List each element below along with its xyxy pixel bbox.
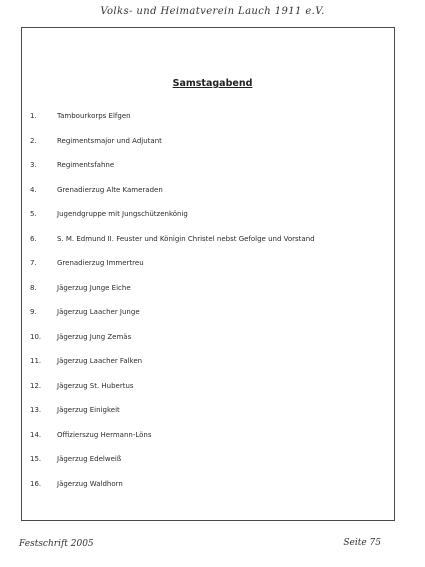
item-number: 10. <box>30 332 42 341</box>
list-item <box>30 325 390 350</box>
item-text: Regimentsmajor und Adjutant <box>57 136 162 145</box>
item-text: Grenadierzug Alte Kameraden <box>57 185 163 194</box>
item-text: Jägerzug Jung Zemäs <box>57 332 132 341</box>
list-item <box>30 423 390 448</box>
list-item <box>30 276 390 301</box>
item-text: Regimentsfahne <box>57 161 115 169</box>
list-item <box>30 227 390 252</box>
item-number: 8. <box>30 283 37 292</box>
item-number: 5. <box>30 210 37 218</box>
item-text: Jägerzug Einigkeit <box>57 406 120 414</box>
item-number: 16. <box>30 479 42 488</box>
item-text: Jägerzug Laacher Falken <box>57 357 143 365</box>
list-item <box>30 129 390 154</box>
footer-publication: Festschrift 2005 <box>19 539 94 549</box>
item-number: 15. <box>30 455 42 463</box>
page-header: Volks- und Heimatverein Lauch 1911 e.V. <box>100 6 325 17</box>
item-text: S. M. Edmund II. Feuster und Königin Christel nebst Gefolge und Vorstand <box>57 234 315 243</box>
list-item <box>30 104 390 129</box>
item-text: Jägerzug Edelweiß <box>57 455 122 463</box>
list-item <box>30 251 390 276</box>
item-text: Jägerzug Junge Eiche <box>57 283 131 292</box>
item-number: 7. <box>30 259 37 267</box>
item-text: Tambourkorps Elfgen <box>57 112 131 120</box>
list-item <box>30 153 390 178</box>
item-number: 9. <box>30 308 37 316</box>
item-number: 3. <box>30 161 37 169</box>
item-number: 14. <box>30 430 42 439</box>
item-number: 12. <box>30 381 42 390</box>
list-item <box>30 398 390 423</box>
footer-page-number: Seite 75 <box>343 538 381 548</box>
list-item <box>30 178 390 203</box>
item-number: 6. <box>30 234 37 243</box>
item-text: Jägerzug St. Hubertus <box>57 381 134 390</box>
list-item <box>30 374 390 399</box>
item-text: Grenadierzug Immertreu <box>57 259 144 267</box>
parade-order-list <box>30 104 390 496</box>
item-number: 4. <box>30 185 37 194</box>
item-number: 2. <box>30 136 37 145</box>
list-item <box>30 447 390 472</box>
item-number: 1. <box>30 112 37 120</box>
list-item <box>30 202 390 227</box>
item-text: Jägerzug Waldhorn <box>57 479 123 488</box>
section-title: Samstagabend <box>172 78 253 89</box>
item-number: 11. <box>30 357 42 365</box>
item-text: Jugendgruppe mit Jungschützenkönig <box>57 210 188 218</box>
item-text: Jägerzug Laacher Junge <box>57 308 140 316</box>
item-text: Offizierszug Hermann-Löns <box>57 430 152 439</box>
list-item <box>30 349 390 374</box>
list-item <box>30 472 390 497</box>
item-number: 13. <box>30 406 42 414</box>
list-item <box>30 300 390 325</box>
